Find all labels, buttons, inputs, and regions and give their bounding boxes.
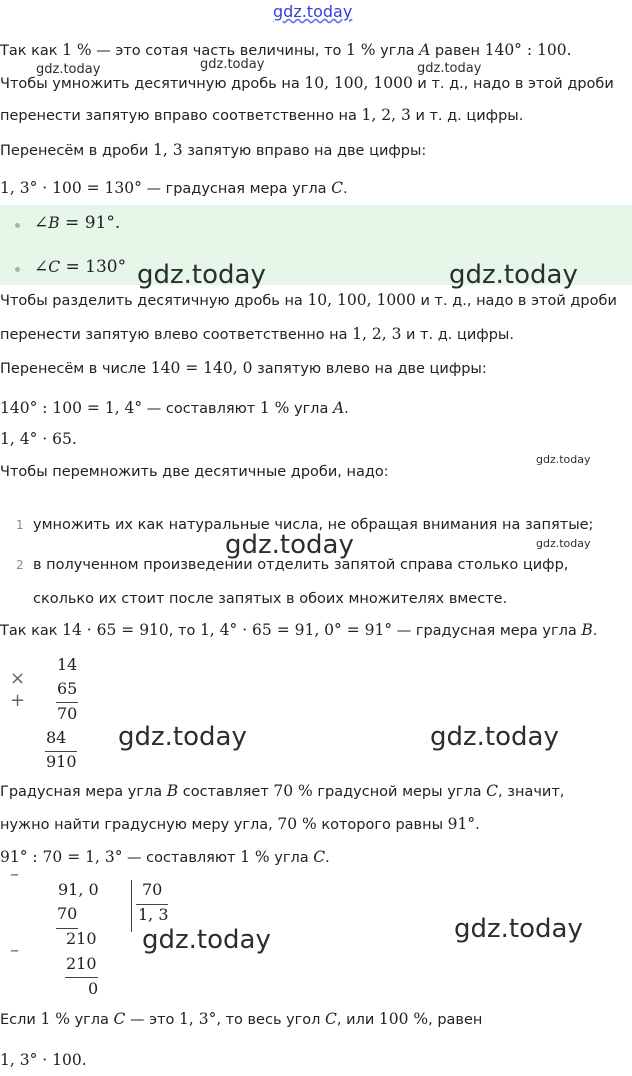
step-text: в полученном произведении отделить запятой справа столько цифр, [33, 557, 569, 573]
text-line: Так как 14 · 65 = 910, то 1, 4° · 65 = 91, 0° = 91° — градусная мера угла B. [0, 621, 598, 639]
times-sign: × [10, 668, 26, 689]
subtrahend: 210 [66, 954, 97, 973]
multiplier: 65 [57, 679, 78, 698]
remainder: 210 [66, 929, 97, 948]
watermark: gdz.today [118, 722, 247, 752]
text-line: 140° : 100 = 1, 4° — составляют 1 % угла A. [0, 399, 349, 417]
step-number: 1 [16, 518, 24, 532]
watermark: gdz.today [36, 62, 101, 77]
answer-angle-b: ∠B = 91°. [34, 213, 121, 233]
subtrahend: 70 [57, 904, 78, 923]
plus-sign: + [10, 690, 26, 711]
text-line: 1, 3° · 100. [0, 1051, 87, 1069]
list-bullet [15, 267, 20, 272]
dividend: 91, 0 [58, 880, 99, 899]
quotient: 1, 3 [138, 905, 169, 924]
division-bar [131, 880, 132, 932]
final-remainder: 0 [88, 979, 99, 998]
watermark: gdz.today [536, 537, 591, 550]
step-text: сколько их стоит после запятых в обоих множителях вместе. [33, 591, 508, 607]
text-line: 1, 3° · 100 = 130° — градусная мера угла C. [0, 179, 348, 197]
text-line: Перенесём в числе 140 = 140, 0 запятую влево на две цифры: [0, 359, 487, 377]
watermark: gdz.today [142, 925, 271, 955]
list-bullet [15, 223, 20, 228]
watermark: gdz.today [225, 530, 354, 560]
divisor: 70 [142, 880, 163, 899]
minus-sign: – [10, 864, 19, 885]
watermark: gdz.today [449, 260, 578, 290]
watermark: gdz.today [417, 61, 482, 76]
answer-angle-c: ∠C = 130° [34, 257, 127, 277]
watermark: gdz.today [454, 914, 583, 944]
product-result: 910 [46, 752, 77, 771]
watermark: gdz.today [137, 260, 266, 290]
watermark: gdz.today [200, 57, 265, 72]
multiplicand: 14 [57, 655, 78, 674]
step-text: умножить их как натуральные числа, не обращая внимания на запятые; [33, 517, 594, 533]
text-line: перенести запятую вправо соответственно на 1, 2, 3 и т. д. цифры. [0, 106, 524, 124]
step-number: 2 [16, 558, 24, 572]
column-rule [65, 977, 98, 978]
text-line: Перенесём в дроби 1, 3 запятую вправо на две цифры: [0, 141, 427, 159]
partial-product: 84 [46, 728, 67, 747]
text-line: Чтобы разделить десятичную дробь на 10, 100, 1000 и т. д., надо в этой дроби [0, 291, 617, 309]
text-line: Чтобы умножить десятичную дробь на 10, 100, 1000 и т. д., надо в этой дроби [0, 74, 614, 92]
watermark: gdz.today [536, 453, 591, 466]
column-rule [56, 702, 78, 703]
text-line: Чтобы перемножить две десятичные дроби, надо: [0, 464, 389, 480]
site-logo[interactable]: gdz.today [273, 2, 353, 21]
text-line: перенести запятую влево соответственно на 1, 2, 3 и т. д. цифры. [0, 325, 514, 343]
text-line: Если 1 % угла C — это 1, 3°, то весь угол C, или 100 %, равен [0, 1010, 483, 1028]
text-line: 91° : 70 = 1, 3° — составляют 1 % угла C. [0, 848, 330, 866]
text-line: Так как 1 % — это сотая часть величины, то 1 % угла A равен 140° : 100. [0, 41, 572, 59]
text-line: 1, 4° · 65. [0, 430, 77, 448]
partial-product: 70 [57, 704, 78, 723]
text-line: нужно найти градусную меру угла, 70 % которого равны 91°. [0, 815, 480, 833]
text-line: Градусная мера угла B составляет 70 % градусной меры угла C, значит, [0, 782, 565, 800]
watermark: gdz.today [430, 722, 559, 752]
minus-sign: – [10, 940, 19, 961]
